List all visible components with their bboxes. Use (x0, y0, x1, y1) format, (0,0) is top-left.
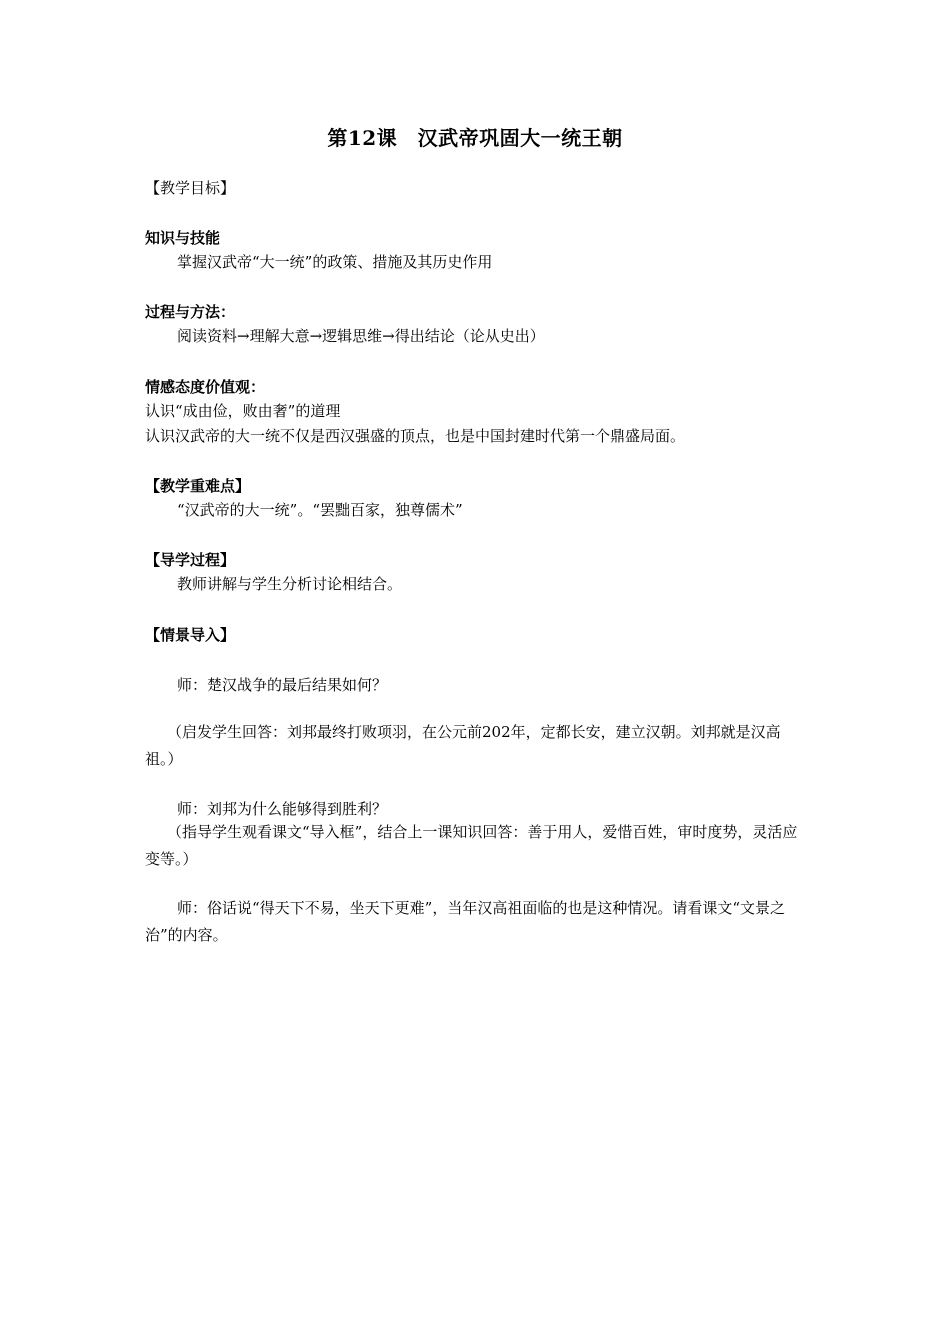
scenario-intro-heading: 【情景导入】 (145, 626, 236, 644)
teacher-question-1: 师：楚汉战争的最后结果如何？ (177, 676, 388, 694)
knowledge-skills-heading: 知识与技能 (145, 229, 221, 247)
teacher-question-3: 师：俗话说“得天下不易，坐天下更难”，当年汉高祖面临的也是这种情况。请看课文“文景之治”的内容。 (145, 899, 786, 944)
process-methods-heading: 过程与方法： (145, 303, 236, 321)
key-difficult-heading: 【教学重难点】 (145, 477, 251, 495)
guided-process-text: 教师讲解与学生分析讨论相结合。 (177, 575, 403, 593)
page-title: 第12课 汉武帝巩固大一统王朝 (327, 126, 623, 150)
teaching-objectives-header: 【教学目标】 (145, 179, 236, 197)
student-answer-2: （指导学生观看课文“导入框”，结合上一课知识回答：善于用人，爱惜百姓，审时度势，灵活应变等。） (145, 823, 798, 868)
process-methods-text: 阅读资料→理解大意→逻辑思维→得出结论（论从史出） (177, 327, 545, 345)
guided-process-heading: 【导学过程】 (145, 551, 236, 569)
emotion-values-heading: 情感态度价值观： (145, 378, 266, 396)
teacher-question-2: 师：刘邦为什么能够得到胜利？ (177, 800, 388, 818)
emotion-values-line2: 认识汉武帝的大一统不仅是西汉强盛的顶点，也是中国封建时代第一个鼎盛局面。 (145, 427, 686, 445)
emotion-values-line1: 认识“成由俭，败由奢”的道理 (145, 402, 341, 420)
knowledge-skills-text: 掌握汉武帝“大一统”的政策、措施及其历史作用 (177, 253, 493, 271)
student-answer-1: （启发学生回答：刘邦最终打败项羽，在公元前202年，定都长安，建立汉朝。刘邦就是汉高祖。） (145, 723, 781, 768)
key-difficult-text: “汉武帝的大一统”。“罢黜百家，独尊儒术” (177, 501, 463, 519)
